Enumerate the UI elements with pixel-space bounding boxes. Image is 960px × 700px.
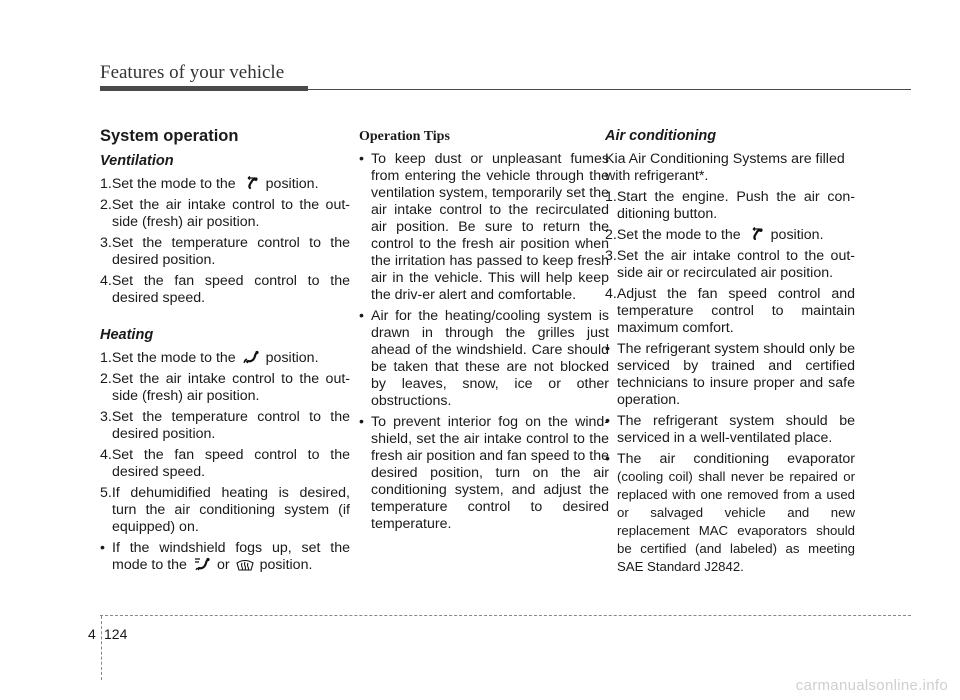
tip-bullet-1: • To keep dust or unpleasant fumes from entering the vehicle through the ventilation system, temporarily set the air intake control to the recirculated air position. Be sure to return the control to the fresh air position when the irritation has passed to keep fresh air in the vehicle. This will help keep the driv-er alert and comfortable. <box>359 151 609 304</box>
defog-bullet-or: or <box>216 557 230 573</box>
heating-step-1-text: 1.Set the mode to the <box>100 350 236 366</box>
floor-mode-icon <box>242 350 260 364</box>
header-bar <box>100 86 308 91</box>
ventilation-step-1 <box>100 176 350 193</box>
ac-intro: Kia Air Conditioning Systems are filled with refrigerant*. <box>605 151 845 184</box>
floor-defrost-mode-icon <box>193 557 211 571</box>
ac-bullet-3-text: The air conditioning evaporator <box>617 451 855 467</box>
ac-step-3: 3.Set the air intake control to the out-side air or recirculated air position. <box>605 248 855 281</box>
ac-step-2-text: 2.Set the mode to the <box>605 227 741 243</box>
heating-step-2: 2.Set the air intake control to the out-side (fresh) air position. <box>100 371 350 404</box>
ac-step-2-tail: position. <box>770 227 824 243</box>
footer-divider <box>101 616 102 680</box>
tip-bullet-2: • Air for the heating/cooling system is drawn in through the grilles just ahead of the windshield. Care should be taken that these are not blocked by leaves, snow, ice or other obstructions. <box>359 308 609 410</box>
ac-bullet-3 <box>605 451 855 576</box>
footer-rule <box>100 615 911 616</box>
defog-bullet-text: If the windshield fogs up, set the mode to the <box>112 540 350 573</box>
face-vent-mode-icon <box>242 176 260 190</box>
column-air-conditioning <box>605 128 855 580</box>
page-number: 124 <box>104 626 128 642</box>
header-title: Features of your vehicle <box>100 62 285 83</box>
chapter-number: 4 <box>88 626 96 642</box>
ac-step-1: 1.Start the engine. Push the air con-ditioning button. <box>605 189 855 222</box>
windshield-defrost-icon <box>236 557 254 571</box>
ventilation-step-3: 3.Set the temperature control to the desired position. <box>100 235 350 268</box>
ac-step-4: 4.Adjust the fan speed control and temperature control to maintain maximum comfort. <box>605 286 855 336</box>
ventilation-step-1-tail: position. <box>265 176 319 192</box>
heating-step-1-tail: position. <box>265 350 319 366</box>
defog-bullet-tail: position. <box>259 557 313 573</box>
subheading-heating: Heating <box>100 327 154 343</box>
heating-step-1 <box>100 350 350 367</box>
subheading-operation-tips: Operation Tips <box>359 129 450 144</box>
subheading-ventilation: Ventilation <box>100 153 174 169</box>
section-heading-system-operation: System operation <box>100 127 239 145</box>
watermark: carmanualsonline.info <box>795 677 948 694</box>
header-rule <box>308 89 911 90</box>
column-operation-tips <box>359 128 609 537</box>
column-system-operation <box>100 128 350 578</box>
ac-bullet-2: • The refrigerant system should be serviced in a well-ventilated place. <box>605 413 855 447</box>
subheading-air-conditioning: Air conditioning <box>605 128 717 144</box>
heating-bullet-defog <box>100 540 350 574</box>
heating-step-3: 3.Set the temperature control to the desired position. <box>100 409 350 442</box>
ventilation-step-4: 4.Set the fan speed control to the desired speed. <box>100 273 350 306</box>
heating-step-5: 5.If dehumidified heating is desired, turn the air conditioning system (if equipped) on. <box>100 485 350 535</box>
face-vent-mode-icon <box>747 227 765 241</box>
ventilation-step-2: 2.Set the air intake control to the out-side (fresh) air position. <box>100 197 350 230</box>
tip-bullet-3: • To prevent interior fog on the wind-shield, set the air intake control to the fresh air position and fan speed to the desired position, turn on the air conditioning system, and adjust the temperature control to desired temperature. <box>359 414 609 533</box>
ventilation-step-1-text: 1.Set the mode to the <box>100 176 236 192</box>
heating-step-4: 4.Set the fan speed control to the desired speed. <box>100 447 350 480</box>
ac-bullet-3-small-text: (cooling coil) shall never be repaired or replaced with one removed from a used or salvaged vehicle and new replacement MAC evaporators should be certified (and labeled) as meeting SAE Standard J2842. <box>617 469 855 574</box>
ac-bullet-1: • The refrigerant system should only be serviced by trained and certified technicians to insure proper and safe operation. <box>605 341 855 409</box>
ac-step-2 <box>605 227 855 244</box>
